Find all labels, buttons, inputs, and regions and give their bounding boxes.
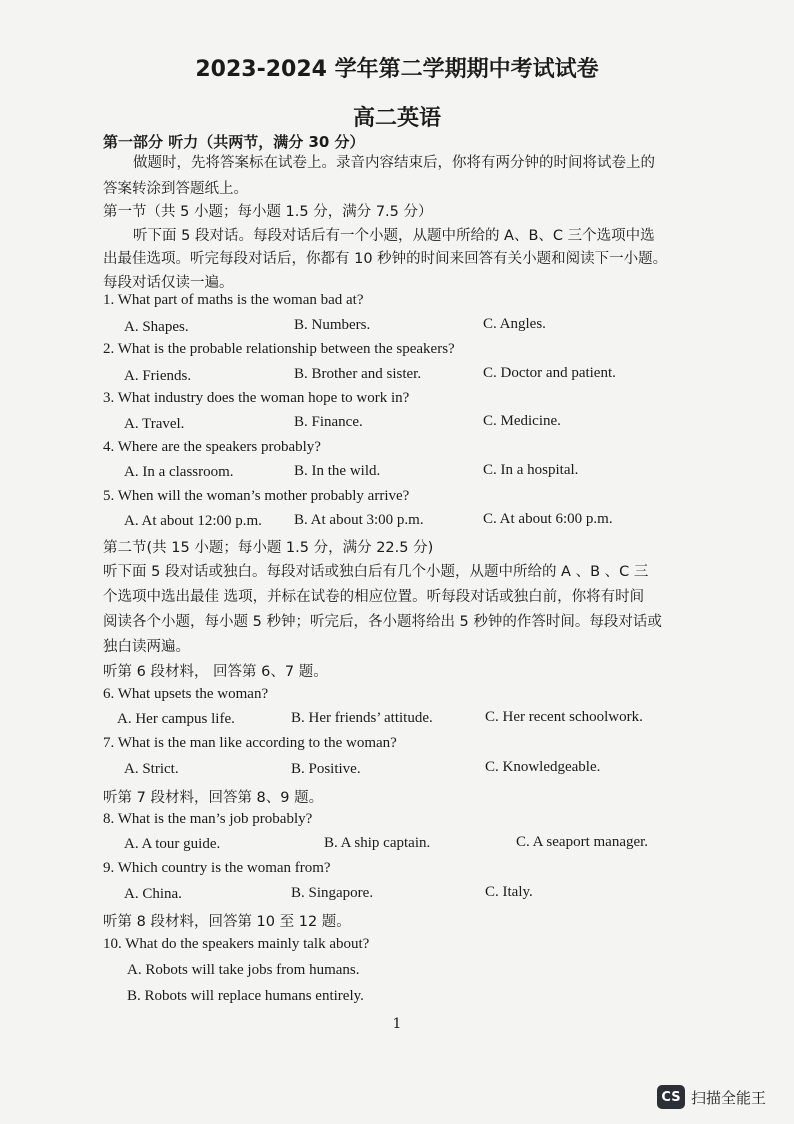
option-c: C. In a hospital. — [483, 462, 579, 478]
option-a: A. China. — [124, 886, 182, 902]
option-a: A. Her campus life. — [117, 711, 235, 727]
section2-instruction-line: 独白读两遍。 — [103, 639, 190, 655]
exam-title: 2023-2024 学年第二学期期中考试试卷 — [195, 57, 599, 82]
option-b: B. In the wild. — [294, 463, 381, 479]
option-c: C. Italy. — [485, 884, 533, 900]
question-stem: 7. What is the man like according to the woman? — [103, 735, 397, 751]
option-c: C. At about 6:00 p.m. — [483, 511, 613, 527]
option-a: A. Robots will take jobs from humans. — [127, 962, 360, 978]
section2-instruction-line: 个选项中选出最佳 选项，并标在试卷的相应位置。听每段对话或独白前，你将有时间 — [103, 589, 645, 605]
option-c: C. Doctor and patient. — [483, 365, 616, 381]
option-a: A. Strict. — [124, 761, 179, 777]
option-c: C. Her recent schoolwork. — [485, 709, 643, 725]
option-a: A. At about 12:00 p.m. — [124, 513, 262, 529]
material-6-heading: 听第 6 段材料， 回答第 6、7 题。 — [103, 664, 328, 680]
question-stem: 6. What upsets the woman? — [103, 686, 269, 702]
option-a: A. Shapes. — [124, 319, 189, 335]
option-c: C. A seaport manager. — [516, 834, 649, 850]
section2-heading: 第二节(共 15 小题；每小题 1.5 分，满分 22.5 分) — [103, 540, 434, 556]
option-b: B. A ship captain. — [324, 835, 431, 851]
subject-title: 高二英语 — [352, 106, 441, 131]
question-stem: 10. What do the speakers mainly talk about? — [103, 936, 370, 952]
camscanner-logo-icon: CS — [657, 1085, 685, 1109]
option-b: B. Numbers. — [294, 317, 371, 333]
page-number: 1 — [392, 1016, 402, 1032]
section1-instruction-line: 出最佳选项。听完每段对话后，你都有 10 秒钟的时间来回答有关小题和阅读下一小题。 — [103, 251, 668, 267]
part1-heading: 第一部分 听力（共两节，满分 30 分） — [103, 133, 365, 151]
option-c: C. Angles. — [483, 316, 546, 332]
section1-instruction-line: 听下面 5 段对话。每段对话后有一个小题，从题中所给的 A、B、C 三个选项中选 — [133, 228, 655, 244]
option-a: A. Travel. — [124, 416, 185, 432]
part1-instruction-line: 做题时，先将答案标在试卷上。录音内容结束后，你将有两分钟的时间将试卷上的 — [133, 155, 655, 171]
option-b: B. Robots will replace humans entirely. — [127, 988, 364, 1004]
option-c: C. Medicine. — [483, 413, 561, 429]
option-b: B. Finance. — [294, 414, 363, 430]
section1-heading: 第一节（共 5 小题；每小题 1.5 分，满分 7.5 分） — [103, 204, 433, 220]
question-stem: 1. What part of maths is the woman bad at? — [103, 292, 364, 308]
question-stem: 9. Which country is the woman from? — [103, 860, 331, 876]
option-b: B. At about 3:00 p.m. — [294, 512, 424, 528]
part1-instruction-line: 答案转涂到答题纸上。 — [103, 181, 248, 197]
option-b: B. Her friends’ attitude. — [291, 710, 433, 726]
question-stem: 5. When will the woman’s mother probably arrive? — [103, 488, 410, 504]
scanner-watermark — [657, 1085, 766, 1109]
option-b: B. Positive. — [291, 761, 361, 777]
option-a: A. In a classroom. — [124, 464, 234, 480]
material-7-heading: 听第 7 段材料，回答第 8、9 题。 — [103, 790, 324, 806]
option-b: B. Brother and sister. — [294, 366, 422, 382]
watermark-text: 扫描全能王 — [691, 1088, 767, 1107]
option-a: A. A tour guide. — [124, 836, 221, 852]
option-c: C. Knowledgeable. — [485, 759, 601, 775]
material-8-heading: 听第 8 段材料，回答第 10 至 12 题。 — [103, 914, 351, 930]
question-stem: 4. Where are the speakers probably? — [103, 439, 321, 455]
option-b: B. Singapore. — [291, 885, 374, 901]
option-a: A. Friends. — [124, 368, 192, 384]
question-stem: 2. What is the probable relationship between the speakers? — [103, 341, 455, 357]
section1-instruction-line: 每段对话仅读一遍。 — [103, 275, 234, 291]
question-stem: 8. What is the man’s job probably? — [103, 811, 313, 827]
section2-instruction-line: 阅读各个小题，每小题 5 秒钟；听完后，各小题将给出 5 秒钟的作答时间。每段对话或 — [103, 614, 662, 630]
question-stem: 3. What industry does the woman hope to work in? — [103, 390, 410, 406]
section2-instruction-line: 听下面 5 段对话或独白。每段对话或独白后有几个小题，从题中所给的 A 、B 、C 三 — [103, 564, 649, 580]
